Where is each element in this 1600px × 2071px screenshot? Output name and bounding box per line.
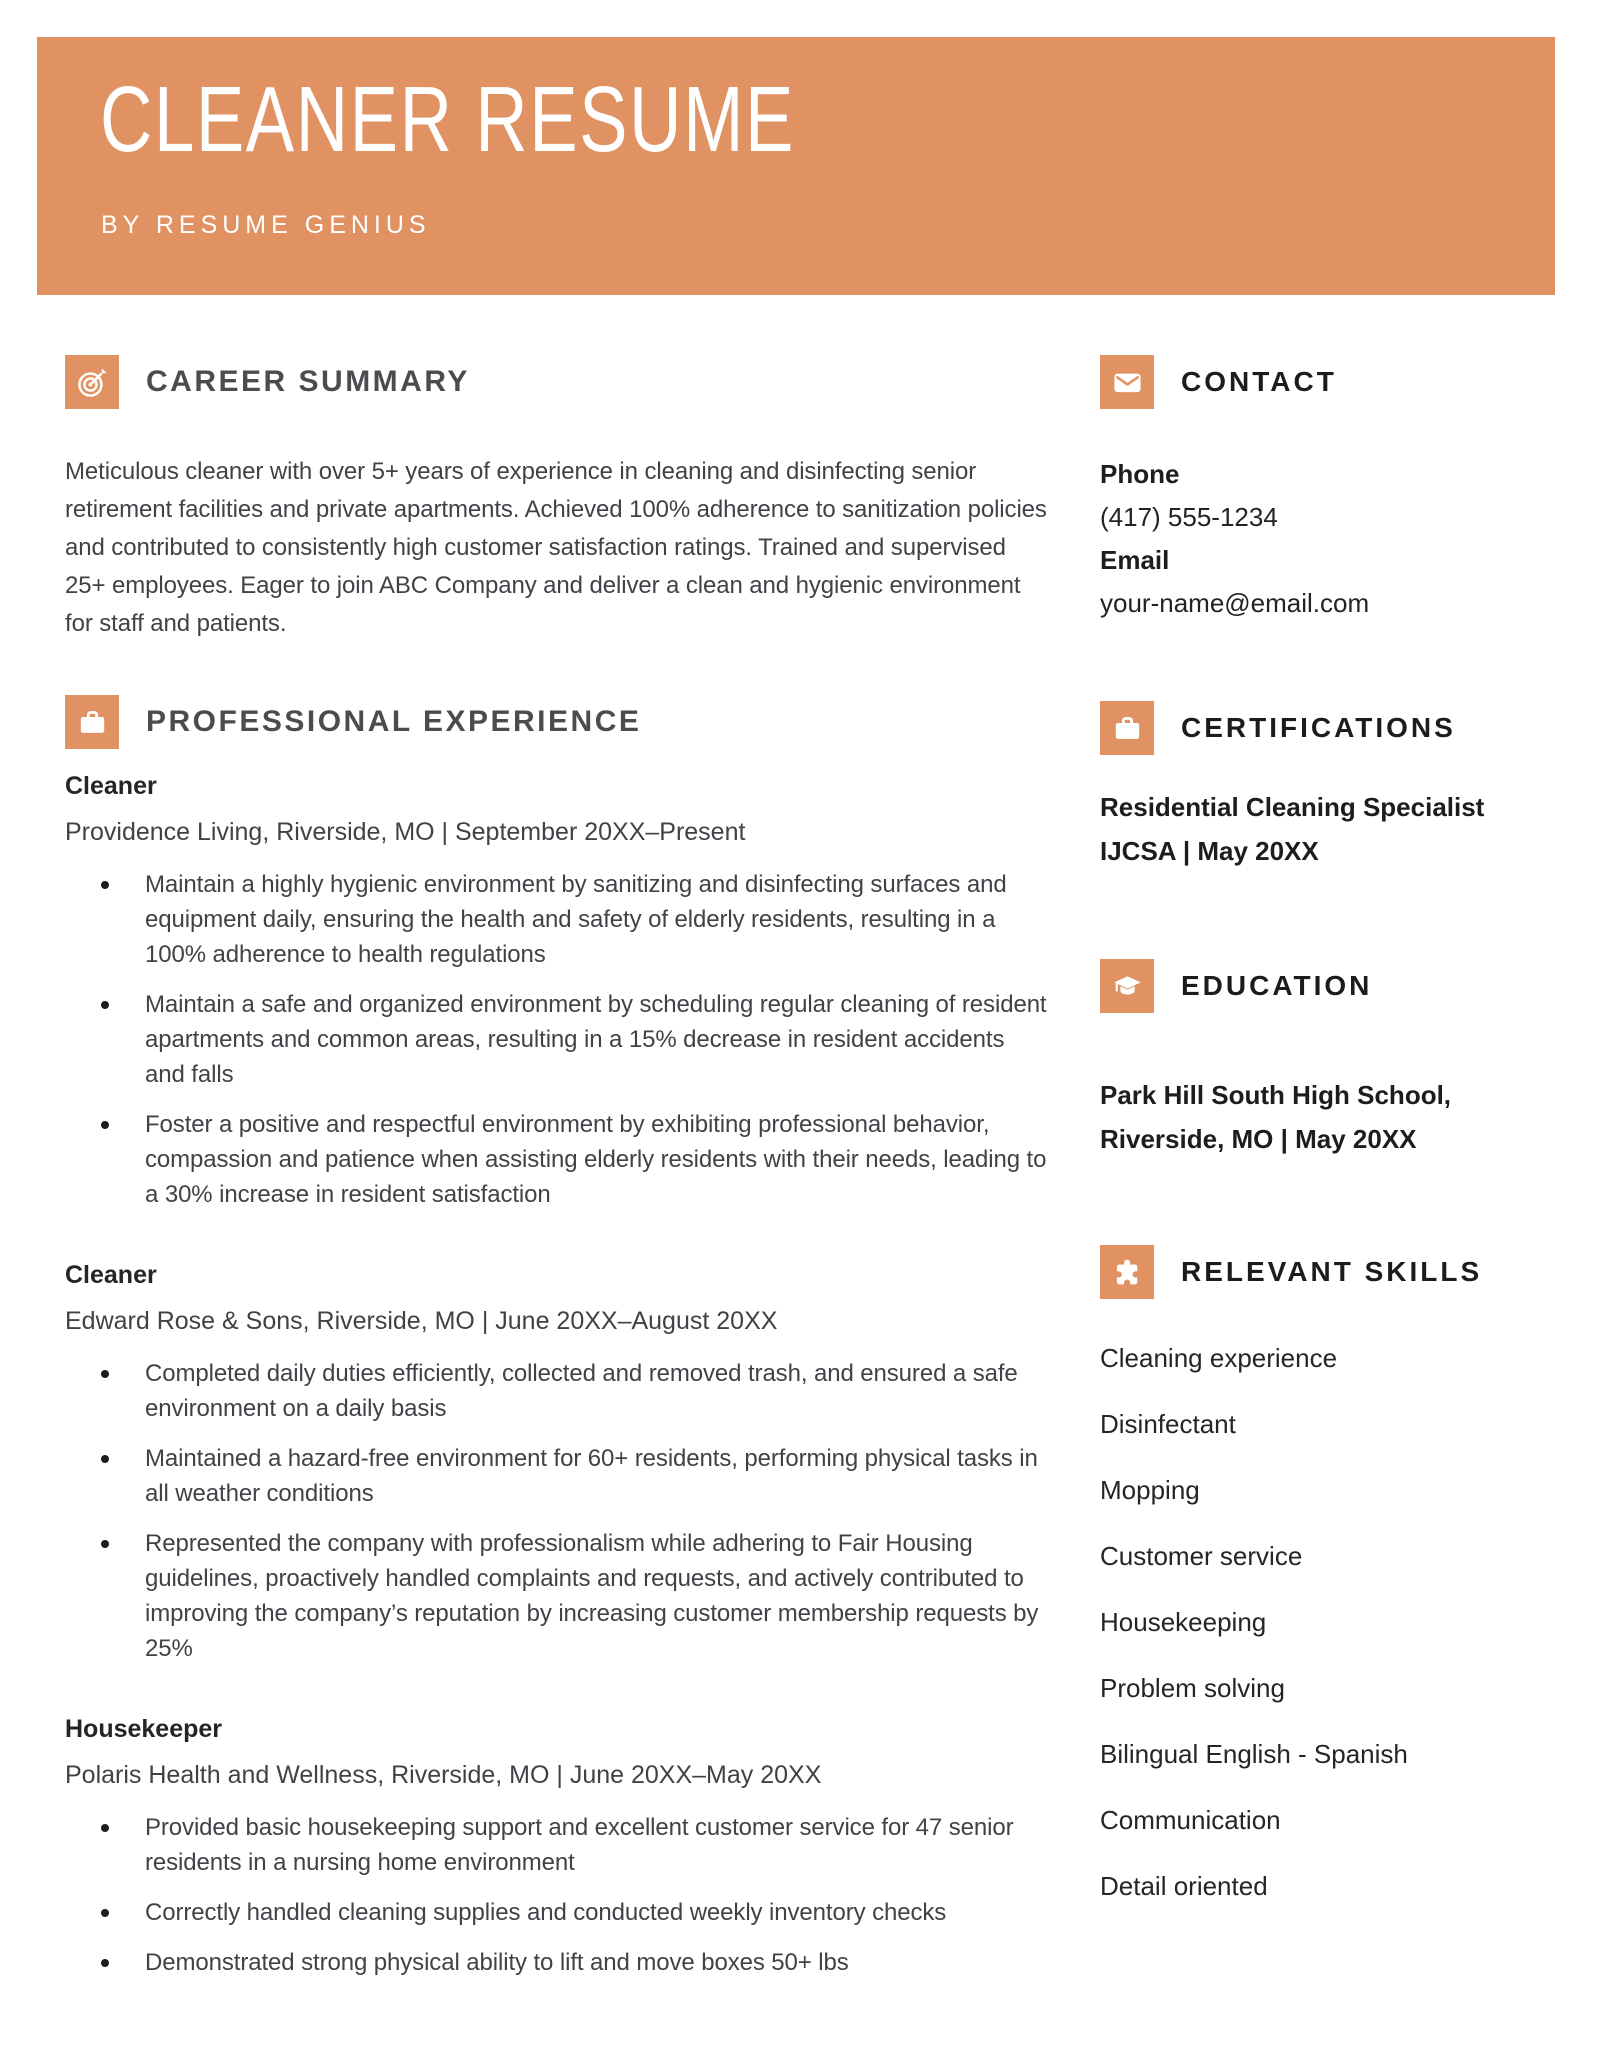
professional-experience-section [65, 695, 1050, 1980]
section-heading-education: EDUCATION [1181, 970, 1373, 1001]
relevant-skills-section [1100, 1245, 1555, 1899]
skill-item: Housekeeping [1100, 1607, 1267, 1637]
job-title: Cleaner [65, 772, 157, 800]
contact-section [1100, 355, 1555, 625]
contact-details [1100, 453, 1555, 625]
bullet-item [65, 1895, 1050, 1930]
bullet-dot [101, 1370, 109, 1378]
bullet-item [65, 1107, 1050, 1212]
graduation-cap-icon [1100, 959, 1154, 1013]
section-heading-professional-experience: PROFESSIONAL EXPERIENCE [146, 705, 642, 738]
job-meta: Edward Rose & Sons, Riverside, MO | June 20XX–August 20XX [65, 1307, 778, 1335]
envelope-icon [1100, 355, 1154, 409]
section-heading-certifications: CERTIFICATIONS [1181, 712, 1456, 743]
target-icon [65, 355, 119, 409]
skill-item: Mopping [1100, 1475, 1200, 1505]
career-summary-text: Meticulous cleaner with over 5+ years of experience in cleaning and disinfecting senior retirement facilities and private apartments. Achieved 100% adherence to sanitization policies and contributed to consistently high customer satisfaction ratings. Trained and supervised 25+ employees. Eager to join ABC Company and deliver a clean and hygienic environment for staff and patients. [65, 458, 1047, 637]
page-title: CLEANER RESUME [100, 67, 796, 171]
job-meta: Polaris Health and Wellness, Riverside, MO | June 20XX–May 20XX [65, 1761, 822, 1789]
education-section [1100, 959, 1555, 1161]
page-subtitle: BY RESUME GENIUS [101, 211, 431, 239]
bullet-text: Maintain a highly hygienic environment by sanitizing and disinfecting surfaces and equipment daily, ensuring the health and safety of elderly residents, resulting in a 100% adherence to health regulations [145, 871, 1007, 968]
contact-header [1100, 355, 1555, 409]
skill-item: Customer service [1100, 1541, 1303, 1571]
bullet-item [65, 1810, 1050, 1880]
phone-value: (417) 555-1234 [1100, 502, 1278, 532]
header-banner [37, 37, 1555, 295]
certifications-header [1100, 701, 1555, 755]
certifications-section [1100, 701, 1555, 873]
job-title: Housekeeper [65, 1715, 223, 1743]
job-entry [65, 1712, 1050, 1980]
professional-experience-header [65, 695, 1050, 749]
bullet-text: Demonstrated strong physical ability to lift and move boxes 50+ lbs [145, 1949, 849, 1976]
bullet-item [65, 867, 1050, 972]
bullet-text: Represented the company with professionalism while adhering to Fair Housing guidelines, proactively handled complaints and requests, and actively contributed to improving the company’s reputation by increasing customer membership requests by 25% [145, 1530, 1039, 1662]
email-label: Email [1100, 545, 1170, 575]
bullet-text: Correctly handled cleaning supplies and conducted weekly inventory checks [145, 1899, 947, 1926]
job-title: Cleaner [65, 1261, 157, 1289]
section-heading-contact: CONTACT [1181, 366, 1337, 397]
relevant-skills-header [1100, 1245, 1555, 1299]
bullet-dot [101, 1121, 109, 1129]
job-bullet-list [65, 1356, 1050, 1666]
job-entry [65, 1258, 1050, 1666]
job-entry [65, 769, 1050, 1212]
bullet-item [65, 987, 1050, 1092]
section-heading-career-summary: CAREER SUMMARY [146, 365, 470, 398]
skill-item: Disinfectant [1100, 1409, 1236, 1439]
bullet-item [65, 1945, 1050, 1980]
briefcase-icon [1100, 701, 1154, 755]
education-text: Park Hill South High School, Riverside, MO | May 20XX [1100, 1080, 1452, 1154]
job-meta: Providence Living, Riverside, MO | September 20XX–Present [65, 818, 746, 846]
certification-text: Residential Cleaning Specialist IJCSA | May 20XX [1100, 792, 1485, 866]
email-value: your-name@email.com [1100, 588, 1370, 618]
bullet-text: Completed daily duties efficiently, collected and removed trash, and ensured a safe environment on a daily basis [145, 1360, 1018, 1422]
bullet-dot [101, 1001, 109, 1009]
bullet-text: Foster a positive and respectful environment by exhibiting professional behavior, compassion and patience when assisting elderly residents with their needs, leading to a 30% increase in resident satisfaction [145, 1111, 1047, 1208]
content-area [65, 355, 1555, 1980]
bullet-text: Maintain a safe and organized environment by scheduling regular cleaning of resident apartments and common areas, resulting in a 15% decrease in resident accidents and falls [145, 991, 1047, 1088]
bullet-dot [101, 881, 109, 889]
skills-list [1100, 1345, 1555, 1899]
skill-item: Cleaning experience [1100, 1343, 1338, 1373]
skill-item: Communication [1100, 1805, 1281, 1835]
education-header [1100, 959, 1555, 1013]
bullet-dot [101, 1455, 109, 1463]
bullet-item [65, 1441, 1050, 1511]
bullet-item [65, 1526, 1050, 1666]
bullet-text: Provided basic housekeeping support and excellent customer service for 47 senior residents in a nursing home environment [145, 1814, 1014, 1876]
skill-item: Bilingual English - Spanish [1100, 1739, 1408, 1769]
bullet-dot [101, 1824, 109, 1832]
bullet-item [65, 1356, 1050, 1426]
puzzle-icon [1100, 1245, 1154, 1299]
phone-label: Phone [1100, 459, 1180, 489]
bullet-text: Maintained a hazard-free environment for 60+ residents, performing physical tasks in all weather conditions [145, 1445, 1038, 1507]
bullet-dot [101, 1959, 109, 1967]
skill-item: Problem solving [1100, 1673, 1285, 1703]
briefcase-icon [65, 695, 119, 749]
career-summary-section [65, 355, 1050, 643]
main-column [65, 355, 1050, 1980]
bullet-dot [101, 1909, 109, 1917]
job-bullet-list [65, 1810, 1050, 1980]
career-summary-header [65, 355, 1050, 409]
skill-item: Detail oriented [1100, 1871, 1268, 1901]
bullet-dot [101, 1540, 109, 1548]
sidebar-column [1100, 355, 1555, 1980]
section-heading-relevant-skills: RELEVANT SKILLS [1181, 1256, 1483, 1287]
job-bullet-list [65, 867, 1050, 1212]
